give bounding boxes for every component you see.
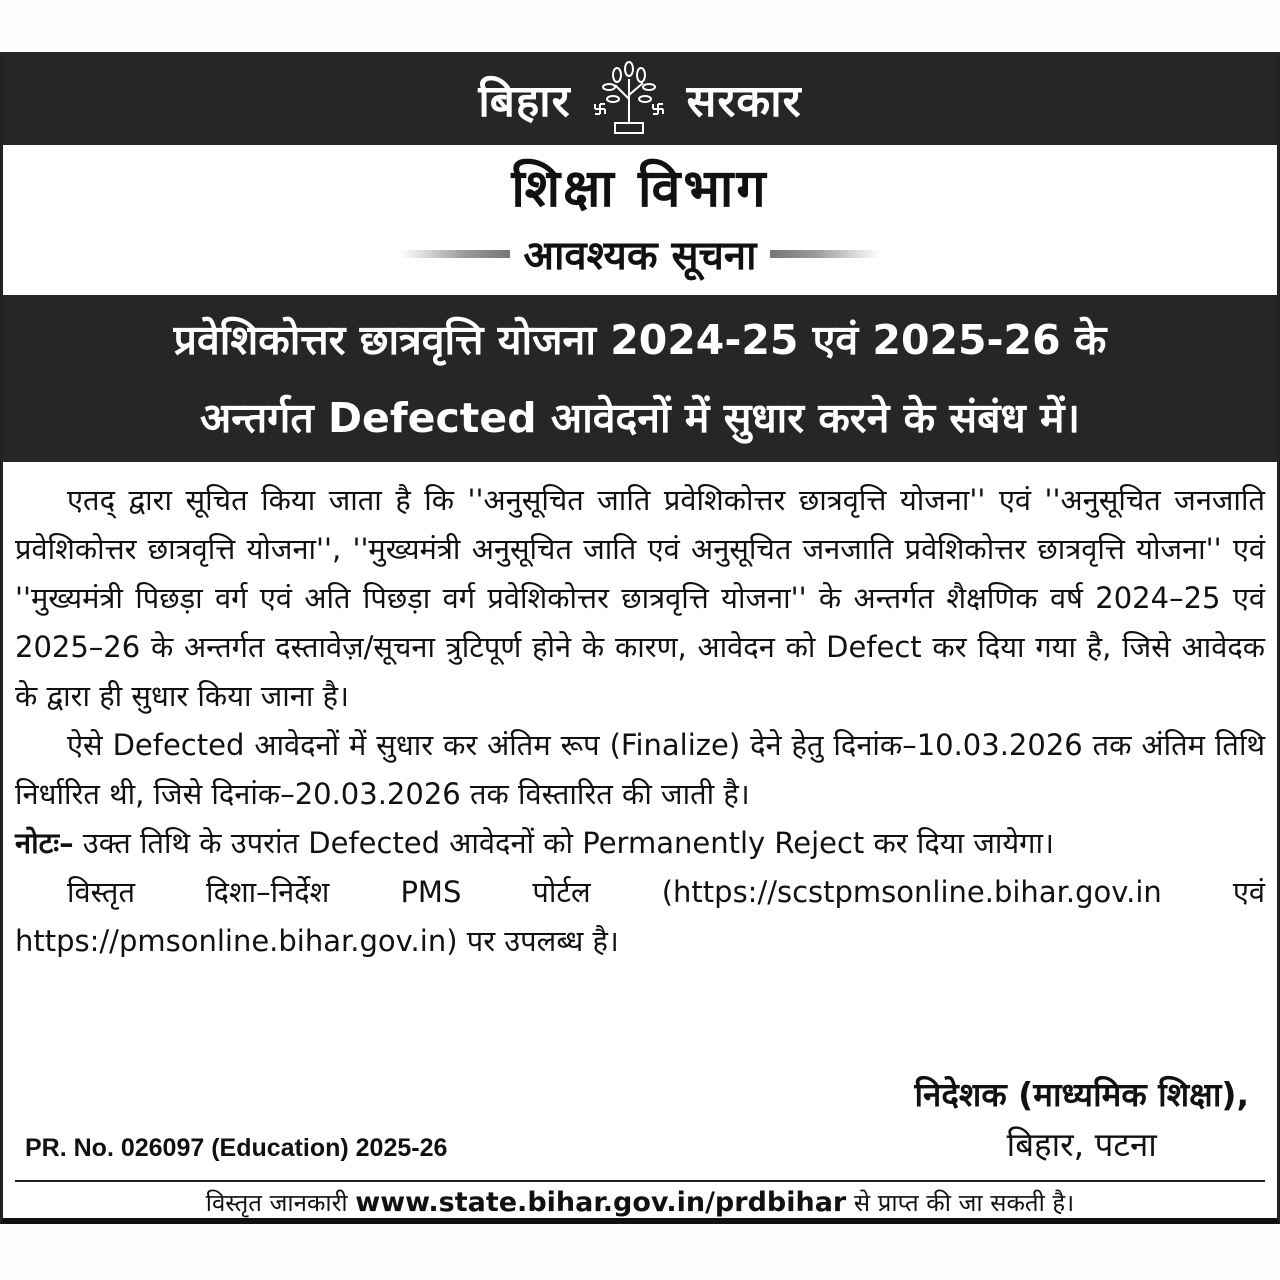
notice (0, 52, 1280, 1224)
footer-prefix: विस्तृत जानकारी (205, 1189, 356, 1217)
footer-suffix: से प्राप्त की जा सकती है। (846, 1189, 1075, 1217)
pr-number: PR. No. 026097 (Education) 2025-26 (25, 1134, 448, 1162)
note-text: उक्त तिथि के उपरांत Defected आवेदनों को Permanently Reject कर दिया जायेगा। (73, 826, 1055, 860)
note-paragraph (15, 819, 1265, 868)
government-header (3, 52, 1277, 145)
paragraph-2: ऐसे Defected आवेदनों में सुधार कर अंतिम रूप (Finalize) देने हेतु दिनांक–10.03.2026 तक अंतिम तिथि निर्धारित थी, जिसे दिनांक–20.03.2026 तक विस्तारित की जाती है। (15, 728, 1265, 811)
signatory-place: बिहार, पटना (1006, 1125, 1157, 1164)
header-left-word: बिहार (478, 75, 571, 127)
subject-line-2: अन्तर्गत Defected आवेदनों में सुधार करने के संबंध में। (199, 394, 1081, 442)
decorative-rule-left (400, 250, 510, 258)
notice-label-row (3, 226, 1277, 281)
signature-block (915, 1070, 1250, 1170)
subject-line-1: प्रवेशिकोत्तर छात्रवृत्ति योजना 2024-25 एवं 2025-26 के (173, 316, 1107, 364)
subject-band (3, 295, 1277, 462)
header-right-word: सरकार (686, 75, 802, 127)
signatory-title: निदेशक (माध्यमिक शिक्षा), (914, 1075, 1249, 1114)
notice-label: आवश्यक सूचना (523, 233, 757, 279)
notice-body (3, 462, 1277, 966)
footer-url[interactable]: www.state.bihar.gov.in/prdbihar (355, 1187, 847, 1218)
note-label: नोटः– (15, 826, 74, 860)
bihar-emblem-icon (589, 59, 669, 139)
paragraph-3: विस्तृत दिशा–निर्देश PMS पोर्टल (https://scstpmsonline.bihar.gov.in एवं https://pmsonline.bihar.gov.in) पर उपलब्ध है। (15, 875, 1265, 958)
decorative-rule-right (770, 250, 880, 258)
title-block (3, 145, 1277, 295)
department-title: शिक्षा विभाग (511, 159, 769, 219)
footer (3, 1186, 1277, 1219)
divider (15, 1180, 1265, 1182)
paragraph-1: एतद् द्वारा सूचित किया जाता है कि ''अनुसूचित जाति प्रवेशिकोत्तर छात्रवृत्ति योजना'' एवं ''अनुसूचित जनजाति प्रवेशिकोत्तर छात्रवृत्ति योजना'', ''मुख्यमंत्री अनुसूचित जाति एवं अनुसूचित जनजाति प्रवेशिकोत्तर छात्रवृत्ति योजना'' एवं ''मुख्यमंत्री पिछड़ा वर्ग एवं अति पिछड़ा वर्ग प्रवेशिकोत्तर छात्रवृत्ति योजना'' के अन्तर्गत शैक्षणिक वर्ष 2024–25 एवं 2025–26 के अन्तर्गत दस्तावेज़/सूचना त्रुटिपूर्ण होने के कारण, आवेदन को Defect कर दिया गया है, जिसे आवेदक के द्वारा ही सुधार किया जाना है। (15, 483, 1265, 713)
